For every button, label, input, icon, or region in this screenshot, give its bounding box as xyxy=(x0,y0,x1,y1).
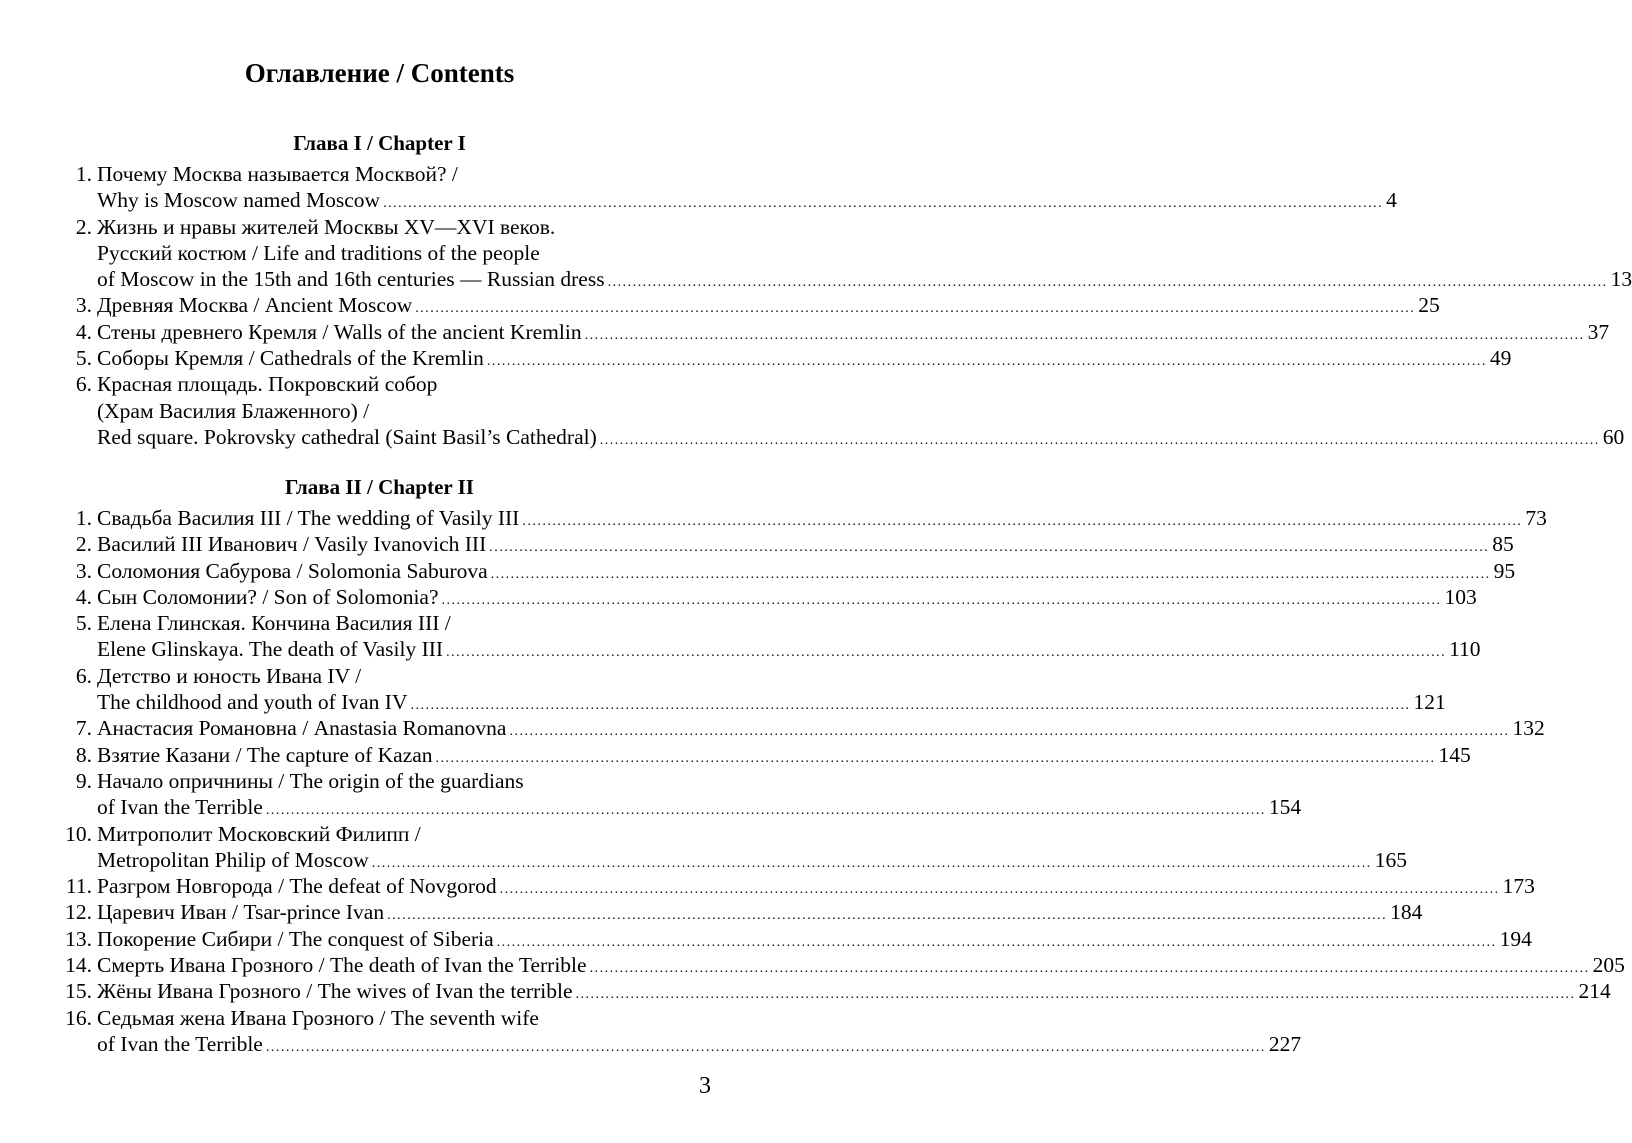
toc-entry-line xyxy=(0,952,1625,978)
toc-entry-line xyxy=(0,978,1611,1004)
toc-entry-text: Русский костюм / Life and traditions of the people xyxy=(97,240,540,265)
toc-entry-text: Почему Москва называется Москвой? / xyxy=(97,162,458,186)
toc-entry-page: 4 xyxy=(1386,188,1397,213)
toc-entry[interactable] xyxy=(0,821,1407,874)
toc-entry[interactable] xyxy=(0,715,1545,741)
toc-entry-line xyxy=(0,873,1535,899)
toc-entry-text: Древняя Москва / Ancient Moscow xyxy=(97,293,413,318)
toc-entry[interactable] xyxy=(0,768,1302,821)
toc-entry-number: 1. xyxy=(75,506,92,530)
toc-entry-number: 6. xyxy=(75,372,92,397)
toc-entry-number: 9. xyxy=(75,768,92,793)
toc-entry[interactable] xyxy=(0,214,1632,293)
toc-entry-text: Сын Соломонии? / Son of Solomonia? xyxy=(97,584,439,609)
toc-entry-line xyxy=(0,531,1514,557)
toc-entry-page: 110 xyxy=(1449,637,1481,662)
toc-entry-text: Стены древнего Кремля / Walls of the ancient Kremlin xyxy=(97,319,582,344)
toc-entry-text: Elene Glinskaya. The death of Vasily III xyxy=(97,637,444,662)
dot-leader: ........................................................................................................................................................................................................ xyxy=(490,566,1491,582)
toc-entry[interactable] xyxy=(0,873,1535,899)
toc-entry-line xyxy=(0,847,1407,873)
toc-entry-leader-line xyxy=(97,424,1625,454)
toc-entry-line xyxy=(0,610,759,636)
toc-entry-text: Свадьба Василия III / The wedding of Vasily III xyxy=(97,506,520,530)
toc-entry-text: Елена Глинская. Кончина Василия III / xyxy=(97,611,451,636)
toc-entry-text: Анастасия Романовна / Anastasia Romanovna xyxy=(97,716,507,741)
toc-entry[interactable] xyxy=(0,584,1477,610)
dot-leader: ........................................................................................................................................................................................................ xyxy=(435,750,1436,766)
toc-entry[interactable] xyxy=(0,319,1610,345)
toc-entry-text: Жизнь и нравы жителей Москвы XV—XVI веков. xyxy=(97,214,556,239)
toc-entry-line xyxy=(0,663,759,689)
toc-entry-text: Соломония Сабурова / Solomonia Saburova xyxy=(97,558,488,583)
toc-entry-text: of Ivan the Terrible xyxy=(97,1031,263,1056)
toc-list-chapter-2 xyxy=(0,505,1625,1057)
toc-entry-page: 227 xyxy=(1268,1031,1302,1056)
toc-entry-line xyxy=(0,715,1545,741)
toc-entry-line xyxy=(0,899,1423,925)
toc-entry[interactable] xyxy=(0,558,1516,584)
toc-entry-line xyxy=(0,768,759,794)
dot-leader: ........................................................................................................................................................................................................ xyxy=(489,540,1490,556)
toc-entry-page: 165 xyxy=(1374,847,1407,872)
toc-entry-number: 4. xyxy=(75,319,92,344)
toc-entry-text: Василий III Иванович / Vasily Ivanovich III xyxy=(97,532,487,557)
dot-leader: ........................................................................................................................................................................................................ xyxy=(415,301,1416,317)
toc-entry[interactable] xyxy=(0,161,1397,214)
toc-list-chapter-1 xyxy=(0,161,1632,450)
toc-entry-number: 6. xyxy=(75,663,92,688)
toc-entry-page: 60 xyxy=(1602,424,1625,449)
toc-entry[interactable] xyxy=(0,371,1625,450)
toc-entry-number: 10. xyxy=(65,821,92,846)
toc-entry-line xyxy=(0,636,1481,662)
toc-entry-number: 12. xyxy=(65,900,92,925)
toc-entry-line xyxy=(0,319,1610,345)
dot-leader: ........................................................................................................................................................................................................ xyxy=(599,432,1600,448)
toc-entry-line xyxy=(0,371,759,397)
toc-entry-number: 5. xyxy=(75,346,92,371)
toc-entry-number: 2. xyxy=(75,214,92,239)
toc-entry[interactable] xyxy=(0,345,1512,371)
toc-entry[interactable] xyxy=(0,978,1611,1004)
toc-entry-page: 154 xyxy=(1268,795,1302,820)
toc-entry-page: 13 xyxy=(1610,267,1632,292)
dot-leader: ........................................................................................................................................................................................................ xyxy=(441,592,1442,608)
toc-entry-line xyxy=(0,1031,1302,1057)
dot-leader: ........................................................................................................................................................................................................ xyxy=(486,354,1487,370)
toc-entry-line xyxy=(0,1005,759,1031)
toc-entry[interactable] xyxy=(0,1005,1302,1058)
dot-leader: ........................................................................................................................................................................................................ xyxy=(383,196,1384,212)
toc-entry-number: 4. xyxy=(75,584,92,609)
toc-entry-text: Царевич Иван / Tsar-prince Ivan xyxy=(97,900,385,925)
toc-entry-text: (Храм Василия Блаженного) / xyxy=(97,398,370,423)
toc-entry[interactable] xyxy=(0,663,1446,716)
dot-leader: ........................................................................................................................................................................................................ xyxy=(522,514,1523,529)
toc-entry-page: 37 xyxy=(1587,319,1610,344)
dot-leader: ........................................................................................................................................................................................................ xyxy=(446,645,1447,661)
toc-entry-line xyxy=(0,398,759,424)
toc-entry-line xyxy=(0,742,1471,768)
toc-entry-number: 1. xyxy=(75,162,92,186)
toc-entry-page: 73 xyxy=(1525,506,1547,530)
toc-entry-line xyxy=(0,505,1547,531)
toc-entry-text: Красная площадь. Покровский собор xyxy=(97,372,438,397)
toc-entry-page: 103 xyxy=(1444,584,1477,609)
toc-entry-text: Покорение Сибири / The conquest of Siberia xyxy=(97,926,494,951)
toc-entry-text: Детство и юность Ивана IV / xyxy=(97,663,362,688)
toc-entry-text: Взятие Казани / The capture of Kazan xyxy=(97,742,433,767)
toc-entry-text: Начало опричнины / The origin of the guardians xyxy=(97,768,524,793)
dot-leader: ........................................................................................................................................................................................................ xyxy=(589,961,1590,977)
toc-entry[interactable] xyxy=(0,505,1547,531)
toc-entry-text: of Moscow in the 15th and 16th centuries — Russian dress xyxy=(97,267,605,292)
toc-entry-number: 2. xyxy=(75,532,92,557)
toc-entry-number: 7. xyxy=(75,716,92,741)
toc-entry-number: 16. xyxy=(65,1005,92,1030)
toc-entry-line xyxy=(0,926,1532,952)
dot-leader: ........................................................................................................................................................................................................ xyxy=(496,934,1497,950)
toc-entry-number: 13. xyxy=(65,926,92,951)
toc-entry-page: 25 xyxy=(1418,293,1440,318)
toc-entry-page: 95 xyxy=(1493,558,1516,583)
toc-entry-text: Разгром Новгорода / The defeat of Novgorod xyxy=(97,874,497,899)
toc-entry-line xyxy=(0,689,1446,715)
dot-leader: ........................................................................................................................................................................................................ xyxy=(371,855,1372,871)
toc-entry-text: Смерть Ивана Грозного / The death of Ivan the Terrible xyxy=(97,953,587,978)
toc-entry-leader-line xyxy=(97,1031,1302,1061)
toc-entry-text: Metropolitan Philip of Moscow xyxy=(97,847,369,872)
dot-leader: ........................................................................................................................................................................................................ xyxy=(509,724,1510,740)
toc-entry-line xyxy=(0,292,1440,318)
toc-entry-page: 85 xyxy=(1492,532,1514,557)
toc-entry-number: 5. xyxy=(75,611,92,636)
toc-entry-line xyxy=(0,558,1516,584)
toc-entry-page: 184 xyxy=(1390,900,1423,925)
toc-entry-text: of Ivan the Terrible xyxy=(97,795,263,820)
toc-entry-line xyxy=(0,424,1625,450)
toc-entry-text: Why is Moscow named Moscow xyxy=(97,188,381,213)
toc-entry-page: 173 xyxy=(1502,874,1535,899)
chapter-heading-1: Глава I / Chapter I xyxy=(293,131,466,155)
toc-entry[interactable] xyxy=(0,952,1625,978)
toc-entry[interactable] xyxy=(0,531,1514,557)
toc-entry-text: Митрополит Московский Филипп / xyxy=(97,821,421,846)
dot-leader: ........................................................................................................................................................................................................ xyxy=(607,275,1608,291)
toc-entry-page: 132 xyxy=(1512,716,1545,741)
dot-leader: ........................................................................................................................................................................................................ xyxy=(584,327,1585,343)
dot-leader: ........................................................................................................................................................................................................ xyxy=(265,1039,1266,1055)
toc-entry[interactable] xyxy=(0,899,1423,925)
toc-entry-number: 15. xyxy=(65,979,92,1004)
toc-entry-line xyxy=(0,187,1397,213)
page-number: 3 xyxy=(699,1073,711,1099)
toc-entry-text: Соборы Кремля / Cathedrals of the Kremlin xyxy=(97,346,484,371)
toc-entry-page: 145 xyxy=(1438,742,1471,767)
dot-leader: ........................................................................................................................................................................................................ xyxy=(265,803,1266,819)
toc-entry[interactable] xyxy=(0,292,1440,318)
toc-entry-text: The childhood and youth of Ivan IV xyxy=(97,690,408,715)
toc-entry-number: 14. xyxy=(65,953,92,978)
toc-entry-line xyxy=(0,240,759,266)
toc-entry-number: 3. xyxy=(75,558,92,583)
dot-leader: ........................................................................................................................................................................................................ xyxy=(387,908,1388,924)
dot-leader: ........................................................................................................................................................................................................ xyxy=(410,698,1411,714)
toc-entry-number: 3. xyxy=(75,293,92,318)
toc-entry-line xyxy=(0,266,1632,292)
toc-entry-line xyxy=(0,161,759,187)
chapter-heading-2: Глава II / Chapter II xyxy=(285,475,474,499)
toc-entry-number: 11. xyxy=(65,874,92,899)
toc-entry[interactable] xyxy=(0,610,1481,663)
toc-entry-page: 205 xyxy=(1592,953,1625,978)
toc-entry-page: 49 xyxy=(1489,346,1512,371)
toc-entry-text: Red square. Pokrovsky cathedral (Saint Basil’s Cathedral) xyxy=(97,424,597,449)
dot-leader: ........................................................................................................................................................................................................ xyxy=(499,882,1500,898)
toc-entry[interactable] xyxy=(0,742,1471,768)
toc-entry-line xyxy=(0,345,1512,371)
toc-entry-line xyxy=(0,794,1302,820)
toc-entry-page: 194 xyxy=(1499,926,1532,951)
toc-entry-text: Седьмая жена Ивана Грозного / The seventh wife xyxy=(97,1005,539,1030)
toc-entry-line xyxy=(0,584,1477,610)
toc-entry-number: 8. xyxy=(75,742,92,767)
toc-entry-line xyxy=(0,821,759,847)
page-title: Оглавление / Contents xyxy=(244,58,515,88)
toc-entry-text: Жёны Ивана Грозного / The wives of Ivan the terrible xyxy=(97,979,573,1004)
toc-entry-page: 121 xyxy=(1413,690,1446,715)
toc-entry-page: 214 xyxy=(1578,979,1611,1004)
toc-entry[interactable] xyxy=(0,926,1532,952)
dot-leader: ........................................................................................................................................................................................................ xyxy=(575,987,1576,1003)
toc-entry-line xyxy=(0,214,759,240)
